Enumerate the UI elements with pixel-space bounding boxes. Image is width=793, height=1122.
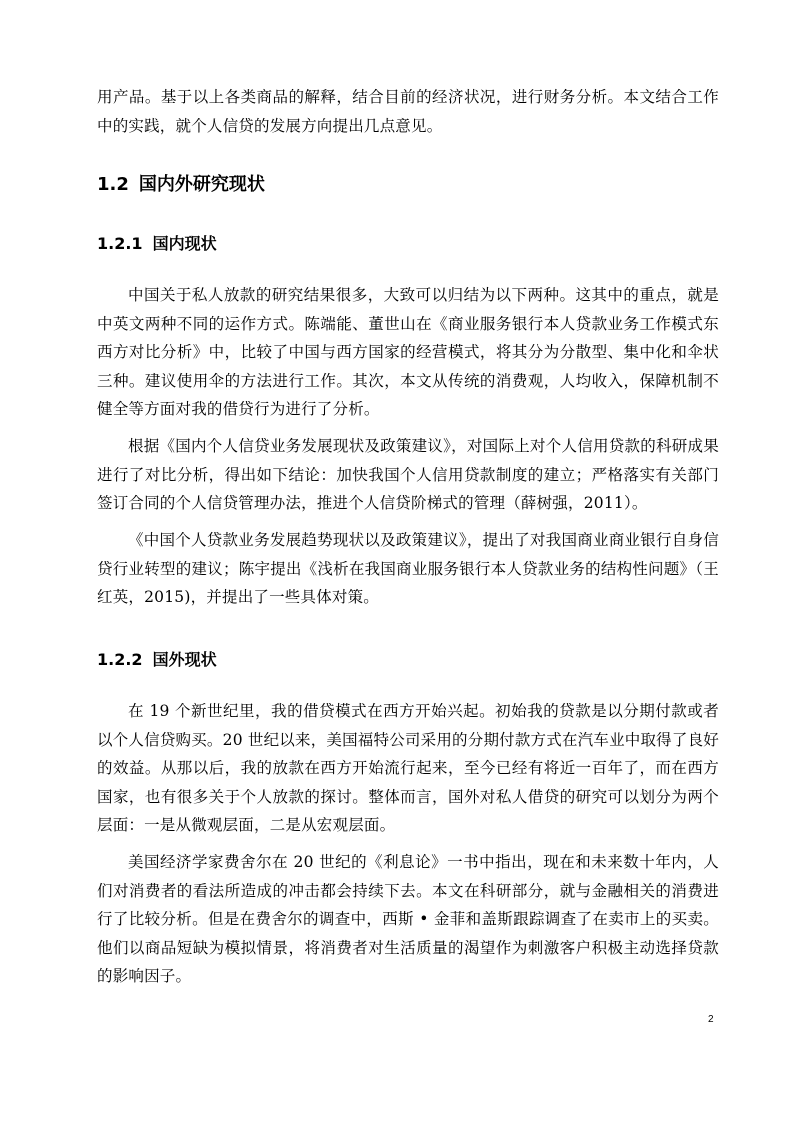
section-number: 1.2 bbox=[97, 174, 129, 195]
intro-paragraph: 用产品。基于以上各类商品的解释，结合目前的经济状况，进行财务分析。本文结合工作中的实践，就个人信贷的发展方向提出几点意见。 bbox=[97, 88, 719, 135]
domestic-paragraph-3: 《中国个人贷款业务发展趋势现状以及政策建议》，提出了对我国商业商业银行自身信贷行业转型的建议；陈宇提出《浅析在我国商业服务银行本人贷款业务的结构性问题》（王红英，2015)，并提出了一些具体对策。 bbox=[97, 531, 719, 606]
subsection-title: 国外现状 bbox=[152, 650, 217, 669]
foreign-paragraph-1: 在 19 个新世纪里，我的借贷模式在西方开始兴起。初始我的贷款是以分期付款或者以个人信贷购买。20 世纪以来，美国福特公司采用的分期付款方式在汽车业中取得了良好的效益。从那以后，我的放款在西方开始流行起来，至今已经有将近一百年了，而在西方国家，也有很多关于个人放款的探讨。整体而言，国外对私人借贷的研究可以划分为两个层面：一是从微观层面，二是从宏观层面。 bbox=[97, 702, 719, 834]
subsection-title: 国内现状 bbox=[152, 234, 217, 253]
domestic-paragraph-1: 中国关于私人放款的研究结果很多，大致可以归结为以下两种。这其中的重点，就是中英文两种不同的运作方式。陈端能、董世山在《商业服务银行本人贷款业务工作模式东西方对比分析》中，比较了中国与西方国家的经营模式，将其分为分散型、集中化和伞状三种。建议使用伞的方法进行工作。其次，本文从传统的消费观，人均收入，保障机制不健全等方面对我的借贷行为进行了分析。 bbox=[97, 286, 719, 418]
domestic-paragraph-2: 根据《国内个人信贷业务发展现状及政策建议》，对国际上对个人信用贷款的科研成果进行了对比分析，得出如下结论：加快我国个人信用贷款制度的建立；严格落实有关部门签订合同的个人信贷管理办法，推进个人信贷阶梯式的管理（薛树强，2011）。 bbox=[97, 437, 719, 512]
page-number: 2 bbox=[708, 1014, 714, 1025]
subsection-heading-1-2-1 bbox=[97, 231, 217, 254]
foreign-paragraph-2: 美国经济学家费舍尔在 20 世纪的《利息论》一书中指出，现在和未来数十年内，人们对消费者的看法所造成的冲击都会持续下去。本文在科研部分，就与金融相关的消费进行了比较分析。但是在费舍尔的调查中，西斯 • 金菲和盖斯跟踪调查了在卖市上的买卖。他们以商品短缺为模拟情景，将消费者对生活质量的渴望作为刺激客户积极主动选择贷款的影响因子。 bbox=[97, 853, 719, 985]
subsection-number: 1.2.2 bbox=[97, 650, 143, 669]
subsection-number: 1.2.1 bbox=[97, 234, 143, 253]
subsection-heading-1-2-2 bbox=[97, 647, 217, 670]
section-heading-1-2 bbox=[97, 170, 265, 196]
section-title: 国内外研究现状 bbox=[138, 174, 265, 195]
